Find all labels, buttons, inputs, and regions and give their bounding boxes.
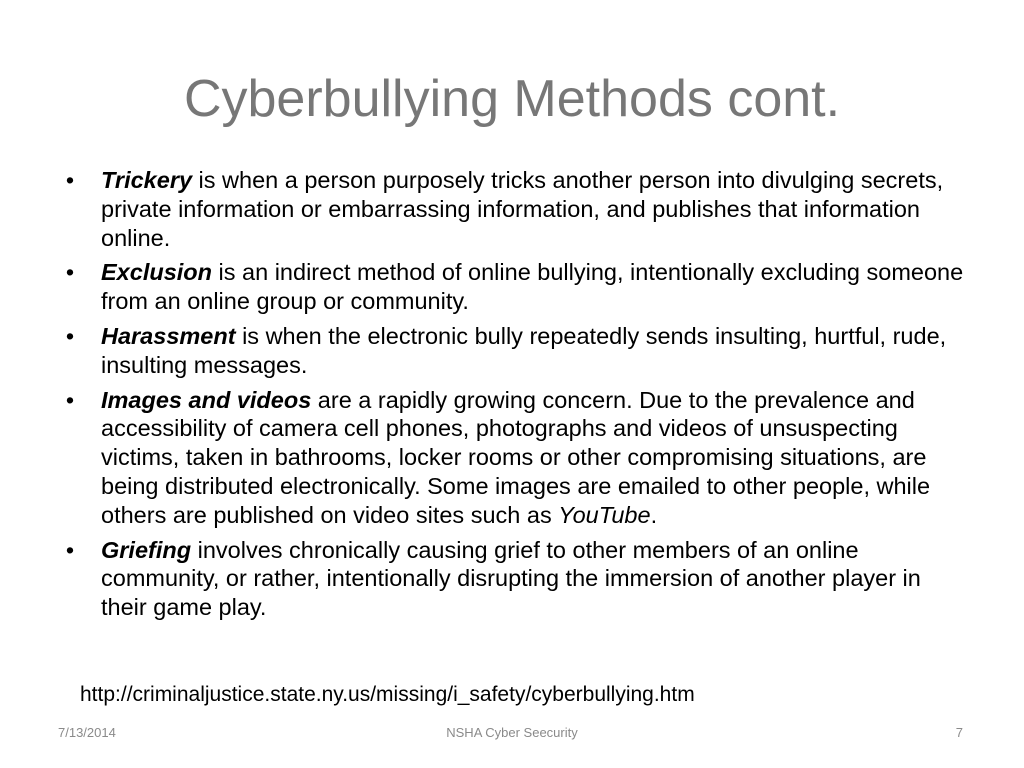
bullet-text: is when the electronic bully repeatedly sends insulting, hurtful, rude, insulting messages.: [101, 322, 947, 378]
bullet-trickery: [60, 166, 970, 252]
footer-date: 7/13/2014: [58, 725, 116, 740]
bullet-italic-text: YouTube: [558, 501, 651, 528]
bullet-text: involves chronically causing grief to other members of an online community, or rather, intentionally disrupting the immersion of another player in their game play.: [101, 536, 921, 621]
footer-title: NSHA Cyber Seecurity: [446, 725, 578, 740]
bullet-harassment: [60, 322, 970, 380]
page-number: 7: [955, 725, 963, 740]
slide-title: Cyberbullying Methods cont.: [183, 70, 841, 128]
bullet-term: Images and videos: [101, 386, 312, 413]
source-url: http://criminaljustice.state.ny.us/missing/i_safety/cyberbullying.htm: [80, 683, 695, 706]
bullet-text: are a rapidly growing concern. Due to the prevalence and accessibility of camera cell phones, photographs and videos of unsuspecting victims, taken in bathrooms, locker rooms or other compromising situations, are being distributed electronically. Some images are emailed to other people, while others are published on video sites such as: [101, 386, 931, 528]
bullet-text: is when a person purposely tricks another person into divulging secrets, private information or embarrassing information, and publishes that information online.: [101, 167, 944, 251]
bullet-exclusion: [60, 258, 970, 316]
bullet-text-tail: .: [650, 501, 658, 528]
bullet-icon: •: [65, 167, 75, 193]
bullet-icon: •: [65, 536, 75, 563]
bullet-term: Griefing: [101, 536, 192, 563]
bullet-griefing: [60, 536, 970, 622]
bullet-icon: •: [65, 259, 75, 286]
bullet-list: [60, 166, 970, 628]
bullet-icon: •: [65, 386, 75, 413]
bullet-icon: •: [65, 322, 75, 349]
bullet-text: is an indirect method of online bullying, intentionally excluding someone from an online group or community.: [101, 259, 964, 315]
bullet-images-and-videos: [60, 386, 970, 530]
bullet-term: Trickery: [101, 167, 193, 193]
bullet-term: Harassment: [101, 322, 236, 349]
bullet-term: Exclusion: [101, 259, 213, 286]
